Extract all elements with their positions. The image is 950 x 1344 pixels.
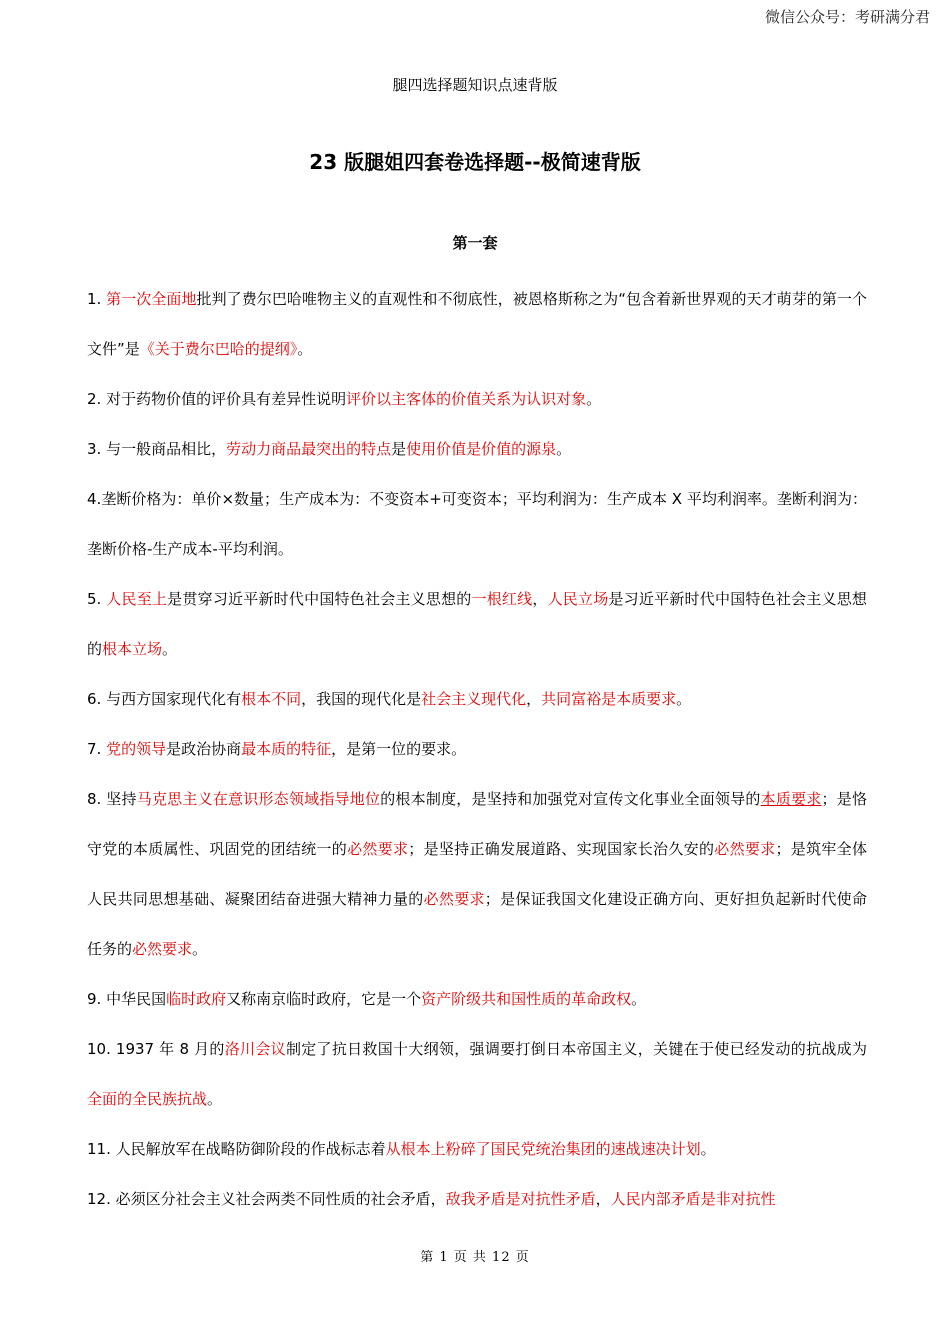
highlight-text: 根本不同: [241, 690, 302, 708]
highlight-text: 使用价值是价值的源泉: [406, 440, 557, 458]
item-text: ，: [526, 690, 542, 708]
item-text: 批判了费尔巴哈唯物主义的直观性和不彻底性，被恩格斯称之为“包含着新世界观的天才萌芽的第一个文件”是: [87, 290, 867, 358]
highlight-text: 敌我矛盾是对抗性矛盾: [445, 1190, 596, 1208]
list-item: [87, 1024, 867, 1124]
item-text: 3. 与一般商品相比，: [87, 440, 227, 458]
item-text: 2. 对于药物价值的评价具有差异性说明: [87, 390, 347, 408]
item-text: 是习近平新时代中国特色社会主义思想的: [87, 590, 867, 658]
item-text: 。: [586, 390, 602, 408]
highlight-text: 最本质的特征: [241, 740, 332, 758]
highlight-text: 劳动力商品最突出的特点: [226, 440, 392, 458]
item-text: 7.: [87, 740, 107, 758]
highlight-text: 必然要求: [132, 940, 193, 958]
item-text: 8. 坚持: [87, 790, 137, 808]
item-text: 10. 1937 年 8 月的: [87, 1040, 225, 1058]
item-text: 是贯穿习近平新时代中国特色社会主义思想的: [167, 590, 472, 608]
highlight-text: 根本立场: [102, 640, 163, 658]
item-text: 是政治协商: [166, 740, 242, 758]
item-text: 9. 中华民国: [87, 990, 167, 1008]
highlight-text: 必然要求: [423, 890, 485, 908]
highlight-text: 从根本上粉碎了国民党统治集团的速战速决计划: [385, 1140, 701, 1158]
highlight-text: 《关于费尔巴哈的提纲》: [139, 340, 298, 358]
highlight-text: 党的领导: [106, 740, 167, 758]
item-text: 。: [297, 340, 313, 358]
list-item: [87, 774, 867, 974]
item-text: 12. 必须区分社会主义社会两类不同性质的社会矛盾，: [87, 1190, 446, 1208]
highlight-text: 一根红线: [471, 590, 533, 608]
highlight-text: 人民内部矛盾是非对抗性: [610, 1190, 776, 1208]
list-item: [87, 474, 867, 574]
item-text: 又称南京临时政府，它是一个: [226, 990, 422, 1008]
highlight-text: 评价以主客体的价值关系为认识对象: [346, 390, 587, 408]
list-item: [87, 1174, 867, 1224]
item-text: 。: [192, 940, 208, 958]
item-text: ；是坚持正确发展道路、实现国家长治久安的: [408, 840, 715, 858]
list-item: [87, 724, 867, 774]
section-title: 第一套: [452, 234, 498, 252]
list-item: [87, 974, 867, 1024]
item-text: ；是保证我国文化建设正确方向、更好担负起新时代使命任务的: [87, 890, 867, 958]
item-text: 制定了抗日救国十大纲领，强调要打倒日本帝国主义，关键在于使已经发动的抗战成为: [285, 1040, 867, 1058]
item-text: 。: [207, 1090, 223, 1108]
list-item: [87, 274, 867, 374]
item-text: 。: [162, 640, 178, 658]
running-head: 腿四选择题知识点速背版: [392, 76, 558, 94]
item-text: ，: [595, 1190, 611, 1208]
item-text: ，: [532, 590, 548, 608]
highlight-text: 马克思主义在意识形态领域指导地位: [136, 790, 381, 808]
item-text: 6. 与西方国家现代化有: [87, 690, 242, 708]
watermark: 微信公众号：考研满分君: [764, 8, 930, 26]
item-list: [87, 274, 867, 1224]
item-text: 11. 人民解放军在战略防御阶段的作战标志着: [87, 1140, 386, 1158]
highlight-text: 第一次全面地: [106, 290, 197, 308]
list-item: [87, 574, 867, 674]
list-item: [87, 424, 867, 474]
item-text: ，我国的现代化是: [301, 690, 422, 708]
highlight-text: 临时政府: [166, 990, 227, 1008]
item-text: 的根本制度，是坚持和加强党对宣传文化事业全面领导的: [380, 790, 761, 808]
highlight-text: 必然要求: [714, 840, 776, 858]
item-text: 4.垄断价格为：单价×数量；生产成本为：不变资本+可变资本；平均利润为：生产成本 X 平均利润率。垄断利润为：垄断价格-生产成本-平均利润。: [87, 490, 867, 558]
highlight-text: 本质要求: [760, 790, 822, 808]
item-text: 5.: [87, 590, 107, 608]
item-text: 。: [676, 690, 692, 708]
item-text: ；是筑牢全体人民共同思想基础、凝聚团结奋进强大精神力量的: [87, 840, 867, 908]
highlight-text: 资产阶级共和国性质的革命政权: [421, 990, 632, 1008]
item-text: 。: [556, 440, 572, 458]
list-item: [87, 374, 867, 424]
page-footer: 第 1 页 共 12 页: [420, 1250, 530, 1265]
list-item: [87, 674, 867, 724]
item-text: 。: [700, 1140, 716, 1158]
highlight-text: 共同富裕是本质要求: [541, 690, 677, 708]
highlight-text: 全面的全民族抗战: [87, 1090, 208, 1108]
highlight-text: 社会主义现代化: [421, 690, 527, 708]
list-item: [87, 1124, 867, 1174]
item-text: 是: [391, 440, 407, 458]
highlight-text: 人民至上: [106, 590, 168, 608]
item-text: 。: [631, 990, 647, 1008]
item-text: ，是第一位的要求。: [331, 740, 467, 758]
highlight-text: 必然要求: [347, 840, 409, 858]
item-text: ；是恪守党的本质属性、巩固党的团结统一的: [87, 790, 867, 858]
item-text: 1.: [87, 290, 107, 308]
highlight-text: 洛川会议: [224, 1040, 286, 1058]
document-title: 23 版腿姐四套卷选择题--极简速背版: [309, 150, 641, 174]
highlight-text: 人民立场: [547, 590, 609, 608]
